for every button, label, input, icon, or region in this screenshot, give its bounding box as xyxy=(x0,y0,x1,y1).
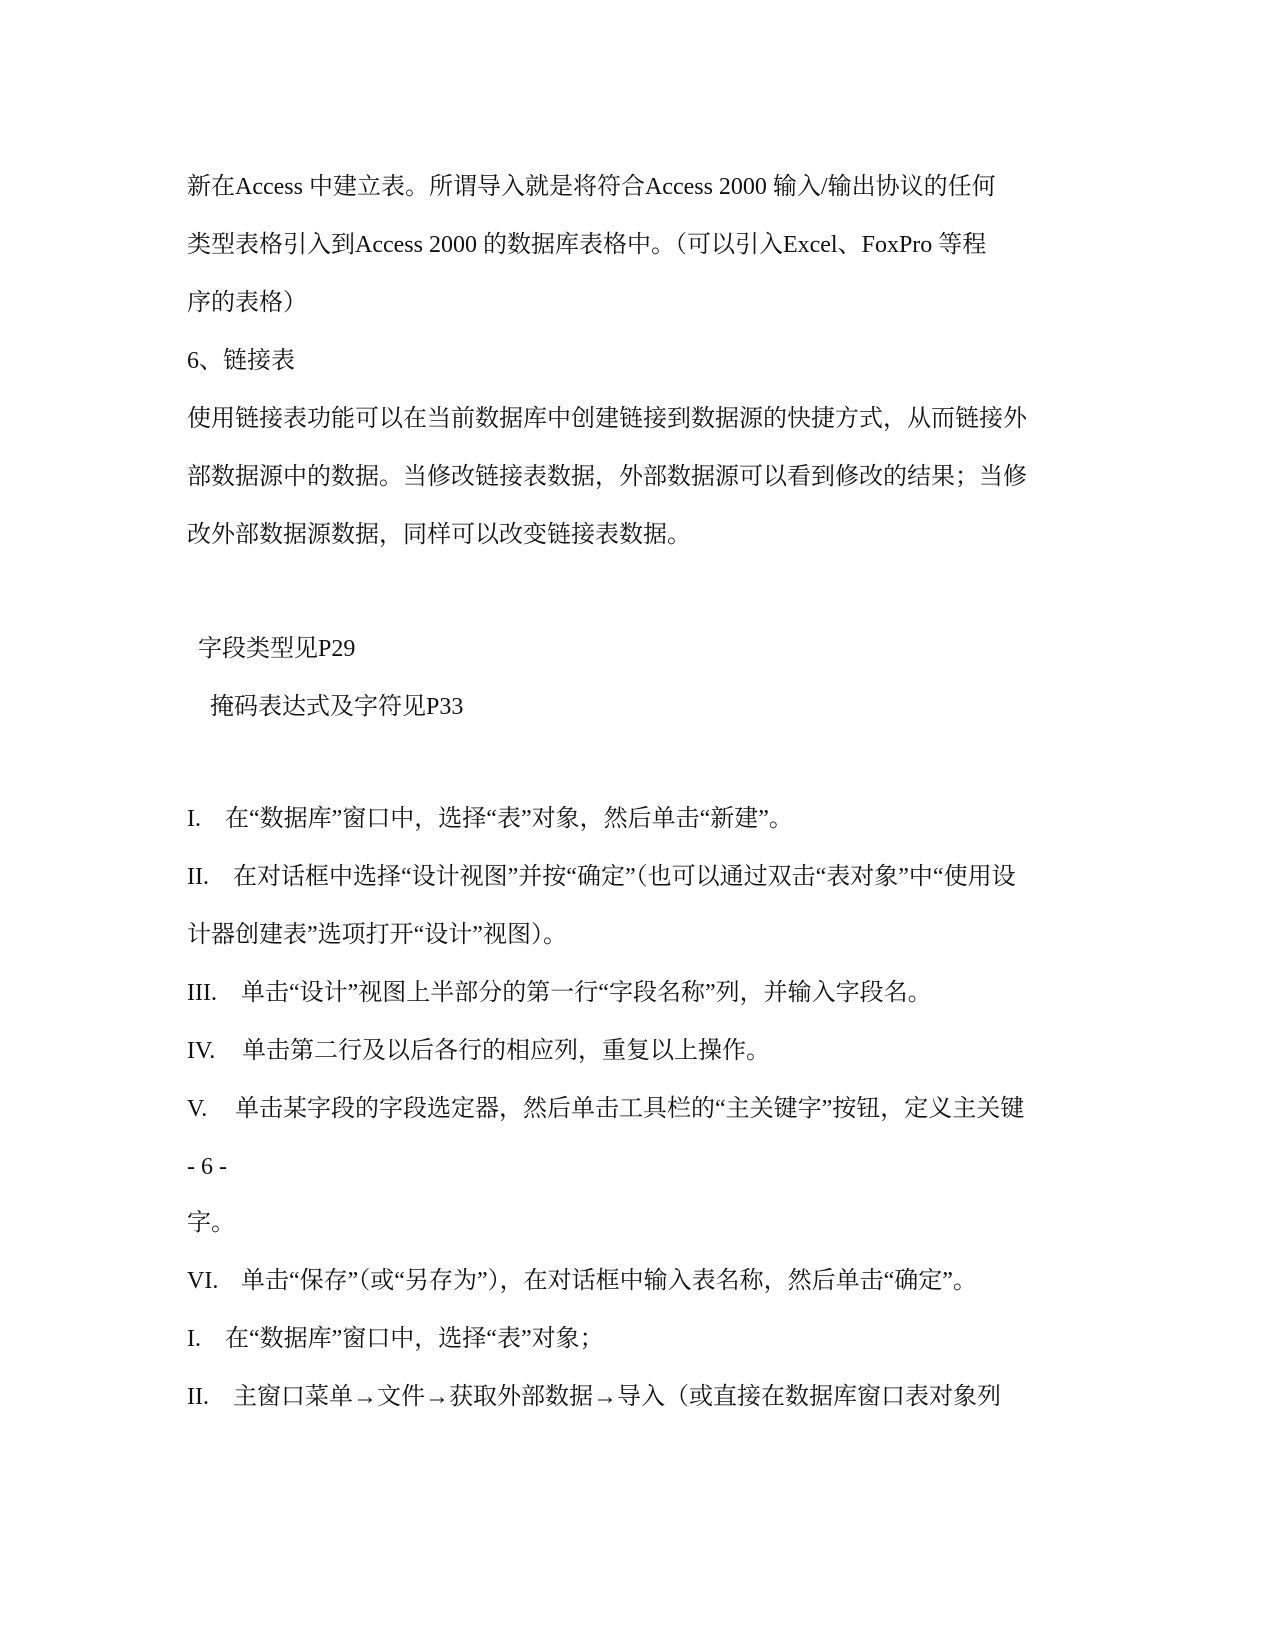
step-text: 单击“保存”（或“另存为”），在对话框中输入表名称，然后单击“确定”。 xyxy=(241,1268,977,1294)
design-step-6 xyxy=(187,1266,977,1296)
import-paragraph-line-1: 新在Access 中建立表。所谓导入就是将符合Access 2000 输入/输出协议的任何 xyxy=(187,174,996,200)
step-number: III. xyxy=(187,980,217,1006)
note-field-types: 字段类型见P29 xyxy=(198,636,356,662)
step-number: I. xyxy=(187,1326,201,1352)
import-paragraph-line-2: 类型表格引入到Access 2000 的数据库表格中。（可以引入Excel、FoxPro 等程 xyxy=(187,232,987,258)
section-heading-link-table: 6、链接表 xyxy=(187,348,295,374)
design-step-3 xyxy=(187,978,932,1008)
step-number: VI. xyxy=(187,1268,219,1294)
step-text: 在对话框中选择“设计视图”并按“确定”（也可以通过双击“表对象”中“使用设 xyxy=(233,864,1016,890)
page-number: - 6 - xyxy=(187,1154,227,1180)
step-text: 单击“设计”视图上半部分的第一行“字段名称”列，并输入字段名。 xyxy=(241,980,932,1006)
step-number: I. xyxy=(187,806,201,832)
step-text: 在“数据库”窗口中，选择“表”对象； xyxy=(225,1326,604,1352)
step-text: 单击第二行及以后各行的相应列，重复以上操作。 xyxy=(242,1038,770,1064)
step-number: IV. xyxy=(187,1038,216,1064)
import-paragraph-line-3: 序的表格） xyxy=(187,290,307,316)
design-step-2 xyxy=(187,862,1016,892)
link-paragraph-line-1: 使用链接表功能可以在当前数据库中创建链接到数据源的快捷方式，从而链接外 xyxy=(187,406,1027,432)
import-step-2 xyxy=(187,1382,1001,1412)
design-step-5-continued: 字。 xyxy=(187,1210,235,1236)
step-number: II. xyxy=(187,864,209,890)
design-step-5 xyxy=(187,1094,1024,1124)
step-text: 在“数据库”窗口中，选择“表”对象，然后单击“新建”。 xyxy=(225,806,793,832)
step-number: II. xyxy=(187,1384,209,1410)
step-text: 单击某字段的字段选定器，然后单击工具栏的“主关键字”按钮，定义主关键 xyxy=(235,1096,1025,1122)
step-number: V. xyxy=(187,1096,208,1122)
note-mask-expression: 掩码表达式及字符见P33 xyxy=(210,694,464,720)
design-step-2-continued: 计器创建表”选项打开“设计”视图）。 xyxy=(187,922,567,948)
step-text: 主窗口菜单→文件→获取外部数据→导入（或直接在数据库窗口表对象列 xyxy=(233,1384,1001,1410)
link-paragraph-line-2: 部数据源中的数据。当修改链接表数据，外部数据源可以看到修改的结果；当修 xyxy=(187,464,1027,490)
link-paragraph-line-3: 改外部数据源数据，同样可以改变链接表数据。 xyxy=(187,522,691,548)
design-step-4 xyxy=(187,1036,770,1066)
design-step-1 xyxy=(187,804,793,834)
import-step-1 xyxy=(187,1324,604,1354)
